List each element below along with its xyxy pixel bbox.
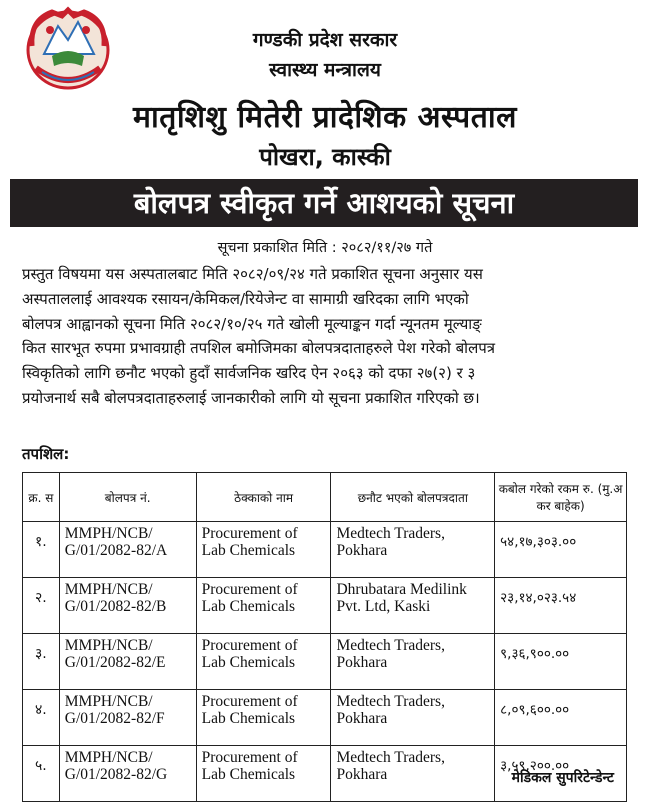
procurement-line: Procurement of xyxy=(201,637,298,654)
procurement-line: Procurement of xyxy=(201,749,298,766)
row-sn: १. xyxy=(23,522,60,578)
procurement-line: Procurement of xyxy=(201,525,298,542)
ministry-name: स्वास्थ्य मन्त्रालय xyxy=(269,59,381,81)
hospital-name: मातृशिशु मितेरी प्रादेशिक अस्पताल xyxy=(133,100,517,135)
header-amount: कबोल गरेको रकम रु. (मु.अ कर बाहेक) xyxy=(495,473,627,522)
row-bidder xyxy=(331,522,495,578)
row-procurement xyxy=(196,578,331,634)
procurement-line: Procurement of xyxy=(201,693,298,710)
body-line: अस्पताललाई आवश्यक रसायन/केमिकल/रियेजेन्ट वा सामाग्री खरिदका लागि भएको xyxy=(22,289,469,308)
row-amount: ८,०९,६००.०० xyxy=(495,690,627,746)
row-bid-no xyxy=(59,634,196,690)
bidder-line: Dhrubatara Medilink xyxy=(336,581,467,598)
table-header-row xyxy=(23,473,627,522)
row-procurement xyxy=(196,690,331,746)
row-amount: ५४,१७,३०३.०० xyxy=(495,522,627,578)
row-amount: २३,१४,०२३.५४ xyxy=(495,578,627,634)
header-bid-no: बोलपत्र नं. xyxy=(59,473,196,522)
row-bidder xyxy=(331,690,495,746)
government-name: गण्डकी प्रदेश सरकार xyxy=(252,29,398,51)
row-bidder xyxy=(331,746,495,802)
table-row xyxy=(23,522,627,578)
notice-body xyxy=(22,262,632,411)
row-bid-no xyxy=(59,690,196,746)
body-line: प्रस्तुत विषयमा यस अस्पतालबाट मिति २०८२/०९/२४ गते प्रकाशित सूचना अनुसार यस xyxy=(22,265,483,283)
bidder-line: Medtech Traders, xyxy=(336,749,445,766)
bidder-line: Pvt. Ltd, Kaski xyxy=(336,598,431,615)
row-bid-no xyxy=(59,522,196,578)
table-row xyxy=(23,690,627,746)
row-amount: ३,५९,२००.०० xyxy=(495,746,627,802)
selected-bidders-table xyxy=(22,472,627,802)
signatory-title: मेडिकल सुपरिटेन्डेन्ट xyxy=(511,770,614,786)
procurement-line: Procurement of xyxy=(201,581,298,598)
row-procurement xyxy=(196,522,331,578)
bidder-line: Pokhara xyxy=(336,766,388,783)
bid-no-line: MMPH/NCB/ xyxy=(64,581,153,598)
row-procurement xyxy=(196,634,331,690)
row-bidder xyxy=(331,578,495,634)
body-line: स्विकृतिको लागि छनौट भएको हुदाँ सार्वजनिक खरिद ऐन २०६३ को दफा २७(२) र ३ xyxy=(22,364,476,383)
row-bidder xyxy=(331,634,495,690)
published-date: सूचना प्रकाशित मिति : २०८२/११/२७ गते xyxy=(217,240,433,256)
bid-no-line: G/01/2082-82/A xyxy=(64,542,168,559)
header-bidder: छनौट भएको बोलपत्रदाता xyxy=(331,473,495,522)
row-sn: ३. xyxy=(23,634,60,690)
body-line: प्रयोजनार्थ सबै बोलपत्रदाताहरुलाई जानकारीको लागि यो सूचना प्रकाशित गरिएको छ। xyxy=(22,388,480,407)
header-procurement: ठेक्काको नाम xyxy=(196,473,331,522)
bid-no-line: MMPH/NCB/ xyxy=(64,525,153,542)
header-sn: क्र. स xyxy=(23,473,60,522)
procurement-line: Lab Chemicals xyxy=(201,766,296,783)
bidder-line: Pokhara xyxy=(336,710,388,727)
row-sn: ४. xyxy=(23,690,60,746)
bid-no-line: MMPH/NCB/ xyxy=(64,637,153,654)
row-procurement xyxy=(196,746,331,802)
bidder-line: Medtech Traders, xyxy=(336,693,445,710)
row-sn: २. xyxy=(23,578,60,634)
hospital-location: पोखरा, कास्की xyxy=(259,143,391,171)
row-amount: ९,३६,९००.०० xyxy=(495,634,627,690)
procurement-line: Lab Chemicals xyxy=(201,654,296,671)
bidder-line: Medtech Traders, xyxy=(336,637,445,654)
row-bid-no xyxy=(59,578,196,634)
procurement-line: Lab Chemicals xyxy=(201,710,296,727)
notice-title-banner: बोलपत्र स्वीकृत गर्ने आशयको सूचना xyxy=(10,179,638,227)
table-row xyxy=(23,634,627,690)
procurement-line: Lab Chemicals xyxy=(201,542,296,559)
procurement-line: Lab Chemicals xyxy=(201,598,296,615)
row-sn: ५. xyxy=(23,746,60,802)
bidder-line: Pokhara xyxy=(336,542,388,559)
bid-no-line: MMPH/NCB/ xyxy=(64,749,153,766)
bid-no-line: G/01/2082-82/B xyxy=(64,598,167,615)
table-row xyxy=(23,578,627,634)
body-line: कित सारभूत रुपमा प्रभावग्राही तपशिल बमोजिमका बोलपत्रदाताहरुले पेश गरेको बोलपत्र xyxy=(22,339,496,358)
details-label: तपशिल: xyxy=(22,445,70,463)
bid-no-line: G/01/2082-82/E xyxy=(64,654,166,671)
bid-no-line: G/01/2082-82/G xyxy=(64,766,168,783)
bid-no-line: MMPH/NCB/ xyxy=(64,693,153,710)
bid-no-line: G/01/2082-82/F xyxy=(64,710,165,727)
body-line: बोलपत्र आह्वानको सूचना मिति २०८२/१०/२५ गते खोली मूल्याङ्कन गर्दा न्यूनतम मूल्याङ् xyxy=(22,314,482,333)
bidder-line: Pokhara xyxy=(336,654,388,671)
row-bid-no xyxy=(59,746,196,802)
bidder-line: Medtech Traders, xyxy=(336,525,445,542)
